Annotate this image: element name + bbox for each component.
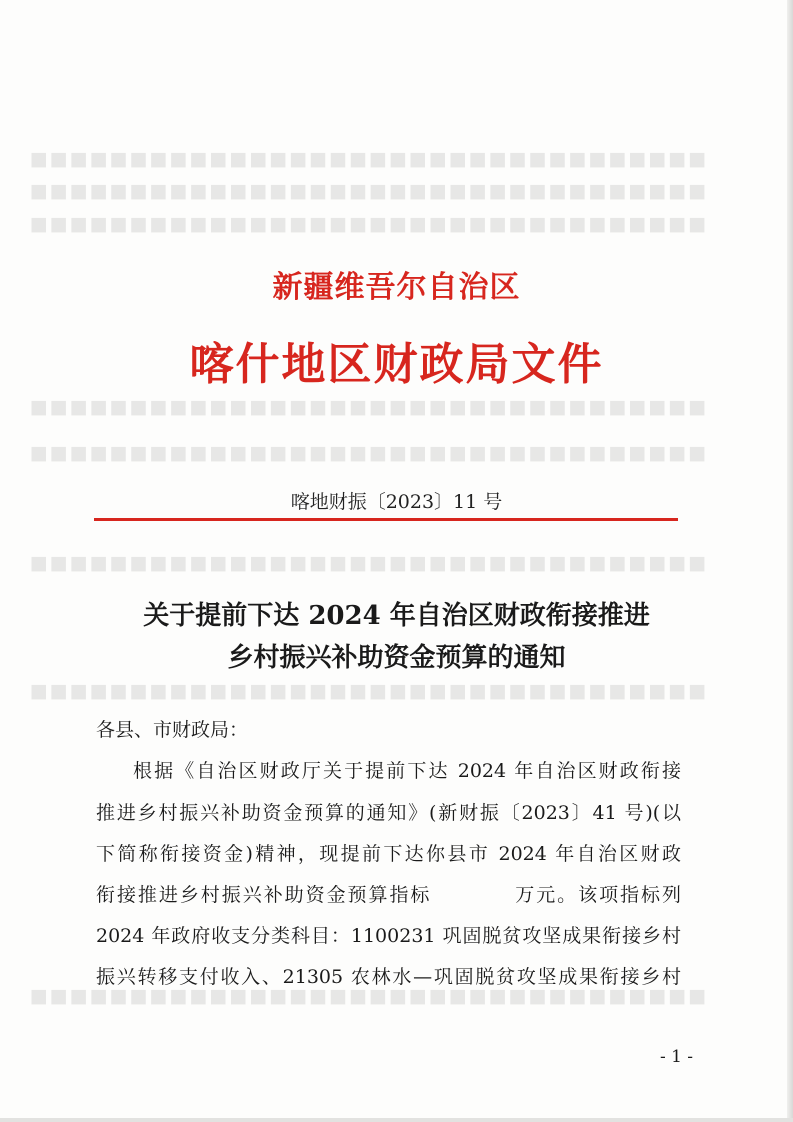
addressee: 各县、市财政局： [96, 719, 249, 741]
page-number: - 1 - [659, 1047, 694, 1067]
body-paragraph-line: 振兴转移支付收入、21305 农林水—巩固脱贫攻坚成果衔接乡村 [96, 966, 681, 988]
document-number: 喀地财振〔2023〕11 号 [290, 491, 503, 513]
body-paragraph-line: 根据《自治区财政厅关于提前下达 2024 年自治区财政衔接 [133, 760, 681, 782]
document-title-line-1: 关于提前下达 2024 年自治区财政衔接推进 [143, 601, 650, 631]
scan-edge-shadow [0, 1118, 793, 1122]
show-through-texture: ■■■■■■■■■■■■■■■■■■■■■■■■■■■■■■■■■■ [27, 396, 706, 418]
body-paragraph-line: 推进乡村振兴补助资金预算的通知》(新财振〔2023〕41 号)(以 [96, 802, 681, 824]
show-through-texture: ■■■■■■■■■■■■■■■■■■■■■■■■■■■■■■■■■■ [27, 985, 706, 1007]
show-through-texture: ■■■■■■■■■■■■■■■■■■■■■■■■■■■■■■■■■■ [27, 442, 706, 464]
scan-edge-shadow [787, 0, 793, 1122]
body-paragraph-line: 衔接推进乡村振兴补助资金预算指标 万元。该项指标列 [96, 884, 681, 906]
show-through-texture: ■■■■■■■■■■■■■■■■■■■■■■■■■■■■■■■■■■ [27, 180, 706, 202]
body-paragraph-line: 2024 年政府收支分类科目：1100231 巩固脱贫攻坚成果衔接乡村 [96, 925, 681, 947]
issuing-office-masthead: 喀什地区财政局文件 [189, 339, 604, 390]
show-through-texture: ■■■■■■■■■■■■■■■■■■■■■■■■■■■■■■■■■■ [27, 552, 706, 574]
show-through-texture: ■■■■■■■■■■■■■■■■■■■■■■■■■■■■■■■■■■ [27, 680, 706, 702]
issuing-region: 新疆维吾尔自治区 [272, 270, 521, 305]
show-through-texture: ■■■■■■■■■■■■■■■■■■■■■■■■■■■■■■■■■■ [27, 213, 706, 235]
body-paragraph-line: 下简称衔接资金)精神，现提前下达你县市 2024 年自治区财政 [96, 843, 681, 865]
document-title-line-2: 乡村振兴补助资金预算的通知 [227, 643, 566, 673]
show-through-texture: ■■■■■■■■■■■■■■■■■■■■■■■■■■■■■■■■■■ [27, 148, 706, 170]
masthead-red-rule [94, 518, 678, 521]
